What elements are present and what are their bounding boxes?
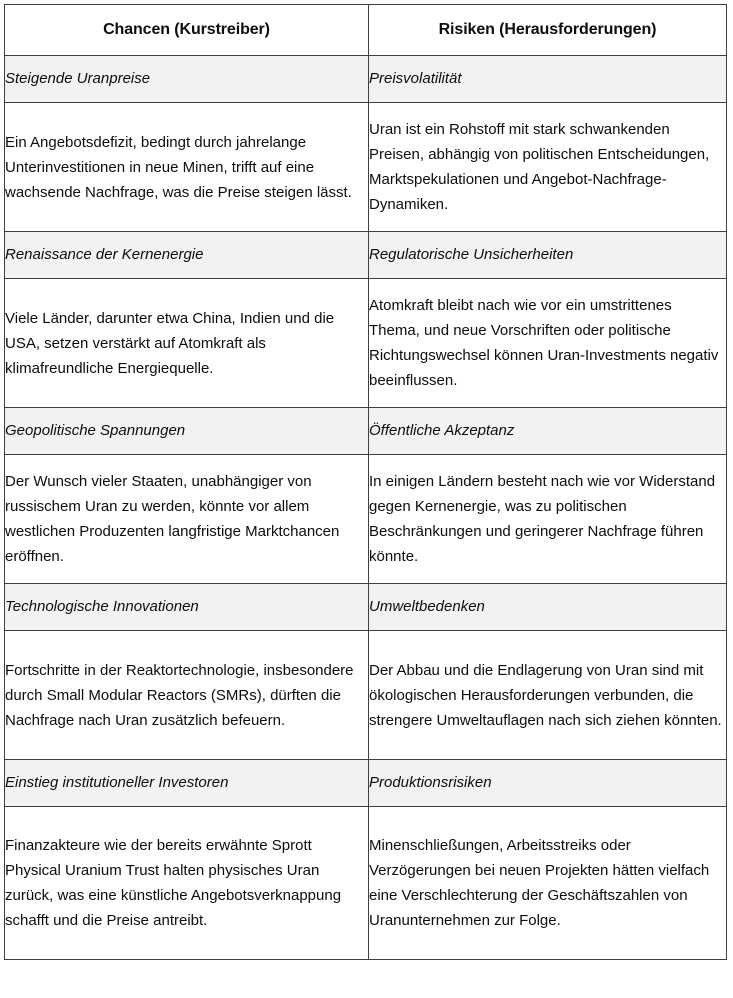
- section-title-row-2: [5, 232, 727, 279]
- section-4-left-body: Fortschritte in der Reaktortechnologie, insbesondere durch Small Modular Reactors (SMRs), dürften die Nachfrage nach Uran zusätzlich befeuern.: [5, 631, 369, 760]
- section-3-right-body: In einigen Ländern besteht nach wie vor Widerstand gegen Kernenergie, was zu politischen Beschränkungen und geringerer Nachfrage führen könnte.: [369, 455, 727, 584]
- chancen-risiken-table: [4, 4, 727, 960]
- section-body-row-5: [5, 807, 727, 960]
- section-title-row-1: [5, 56, 727, 103]
- section-2-right-title: Regulatorische Unsicherheiten: [369, 232, 727, 279]
- section-1-right-body: Uran ist ein Rohstoff mit stark schwankenden Preisen, abhängig von politischen Entscheidungen, Marktspekulationen und Angebot-Nachfrage-Dynamiken.: [369, 103, 727, 232]
- section-3-right-title: Öffentliche Akzeptanz: [369, 408, 727, 455]
- column-header-chancen: Chancen (Kurstreiber): [5, 5, 369, 56]
- section-body-row-4: [5, 631, 727, 760]
- section-1-left-title: Steigende Uranpreise: [5, 56, 369, 103]
- section-2-left-title: Renaissance der Kernenergie: [5, 232, 369, 279]
- section-title-row-5: [5, 760, 727, 807]
- section-4-right-title: Umweltbedenken: [369, 584, 727, 631]
- section-3-left-title: Geopolitische Spannungen: [5, 408, 369, 455]
- section-2-left-body: Viele Länder, darunter etwa China, Indien und die USA, setzen verstärkt auf Atomkraft als klimafreundliche Energiequelle.: [5, 279, 369, 408]
- section-3-left-body: Der Wunsch vieler Staaten, unabhängiger von russischem Uran zu werden, könnte vor allem westlichen Produzenten langfristige Marktchancen eröffnen.: [5, 455, 369, 584]
- section-title-row-4: [5, 584, 727, 631]
- section-title-row-3: [5, 408, 727, 455]
- section-1-left-body: Ein Angebotsdefizit, bedingt durch jahrelange Unterinvestitionen in neue Minen, trifft auf eine wachsende Nachfrage, was die Preise steigen lässt.: [5, 103, 369, 232]
- section-5-left-title: Einstieg institutioneller Investoren: [5, 760, 369, 807]
- section-4-right-body: Der Abbau und die Endlagerung von Uran sind mit ökologischen Herausforderungen verbunden, die strengere Umweltauflagen nach sich ziehen könnten.: [369, 631, 727, 760]
- column-header-risiken: Risiken (Herausforderungen): [369, 5, 727, 56]
- section-body-row-1: [5, 103, 727, 232]
- section-5-left-body: Finanzakteure wie der bereits erwähnte Sprott Physical Uranium Trust halten physisches Uran zurück, was eine künstliche Angebotsverknappung schafft und die Preise antreibt.: [5, 807, 369, 960]
- section-1-right-title: Preisvolatilität: [369, 56, 727, 103]
- section-5-right-title: Produktionsrisiken: [369, 760, 727, 807]
- table-header: [5, 5, 727, 56]
- section-body-row-3: [5, 455, 727, 584]
- table-body: [5, 56, 727, 960]
- section-4-left-title: Technologische Innovationen: [5, 584, 369, 631]
- section-2-right-body: Atomkraft bleibt nach wie vor ein umstrittenes Thema, und neue Vorschriften oder politische Richtungswechsel können Uran-Investments negativ beeinflussen.: [369, 279, 727, 408]
- section-5-right-body: Minenschließungen, Arbeitsstreiks oder Verzögerungen bei neuen Projekten hätten vielfach eine Verschlechterung der Geschäftszahlen von Uranunternehmen zur Folge.: [369, 807, 727, 960]
- section-body-row-2: [5, 279, 727, 408]
- table-header-row: [5, 5, 727, 56]
